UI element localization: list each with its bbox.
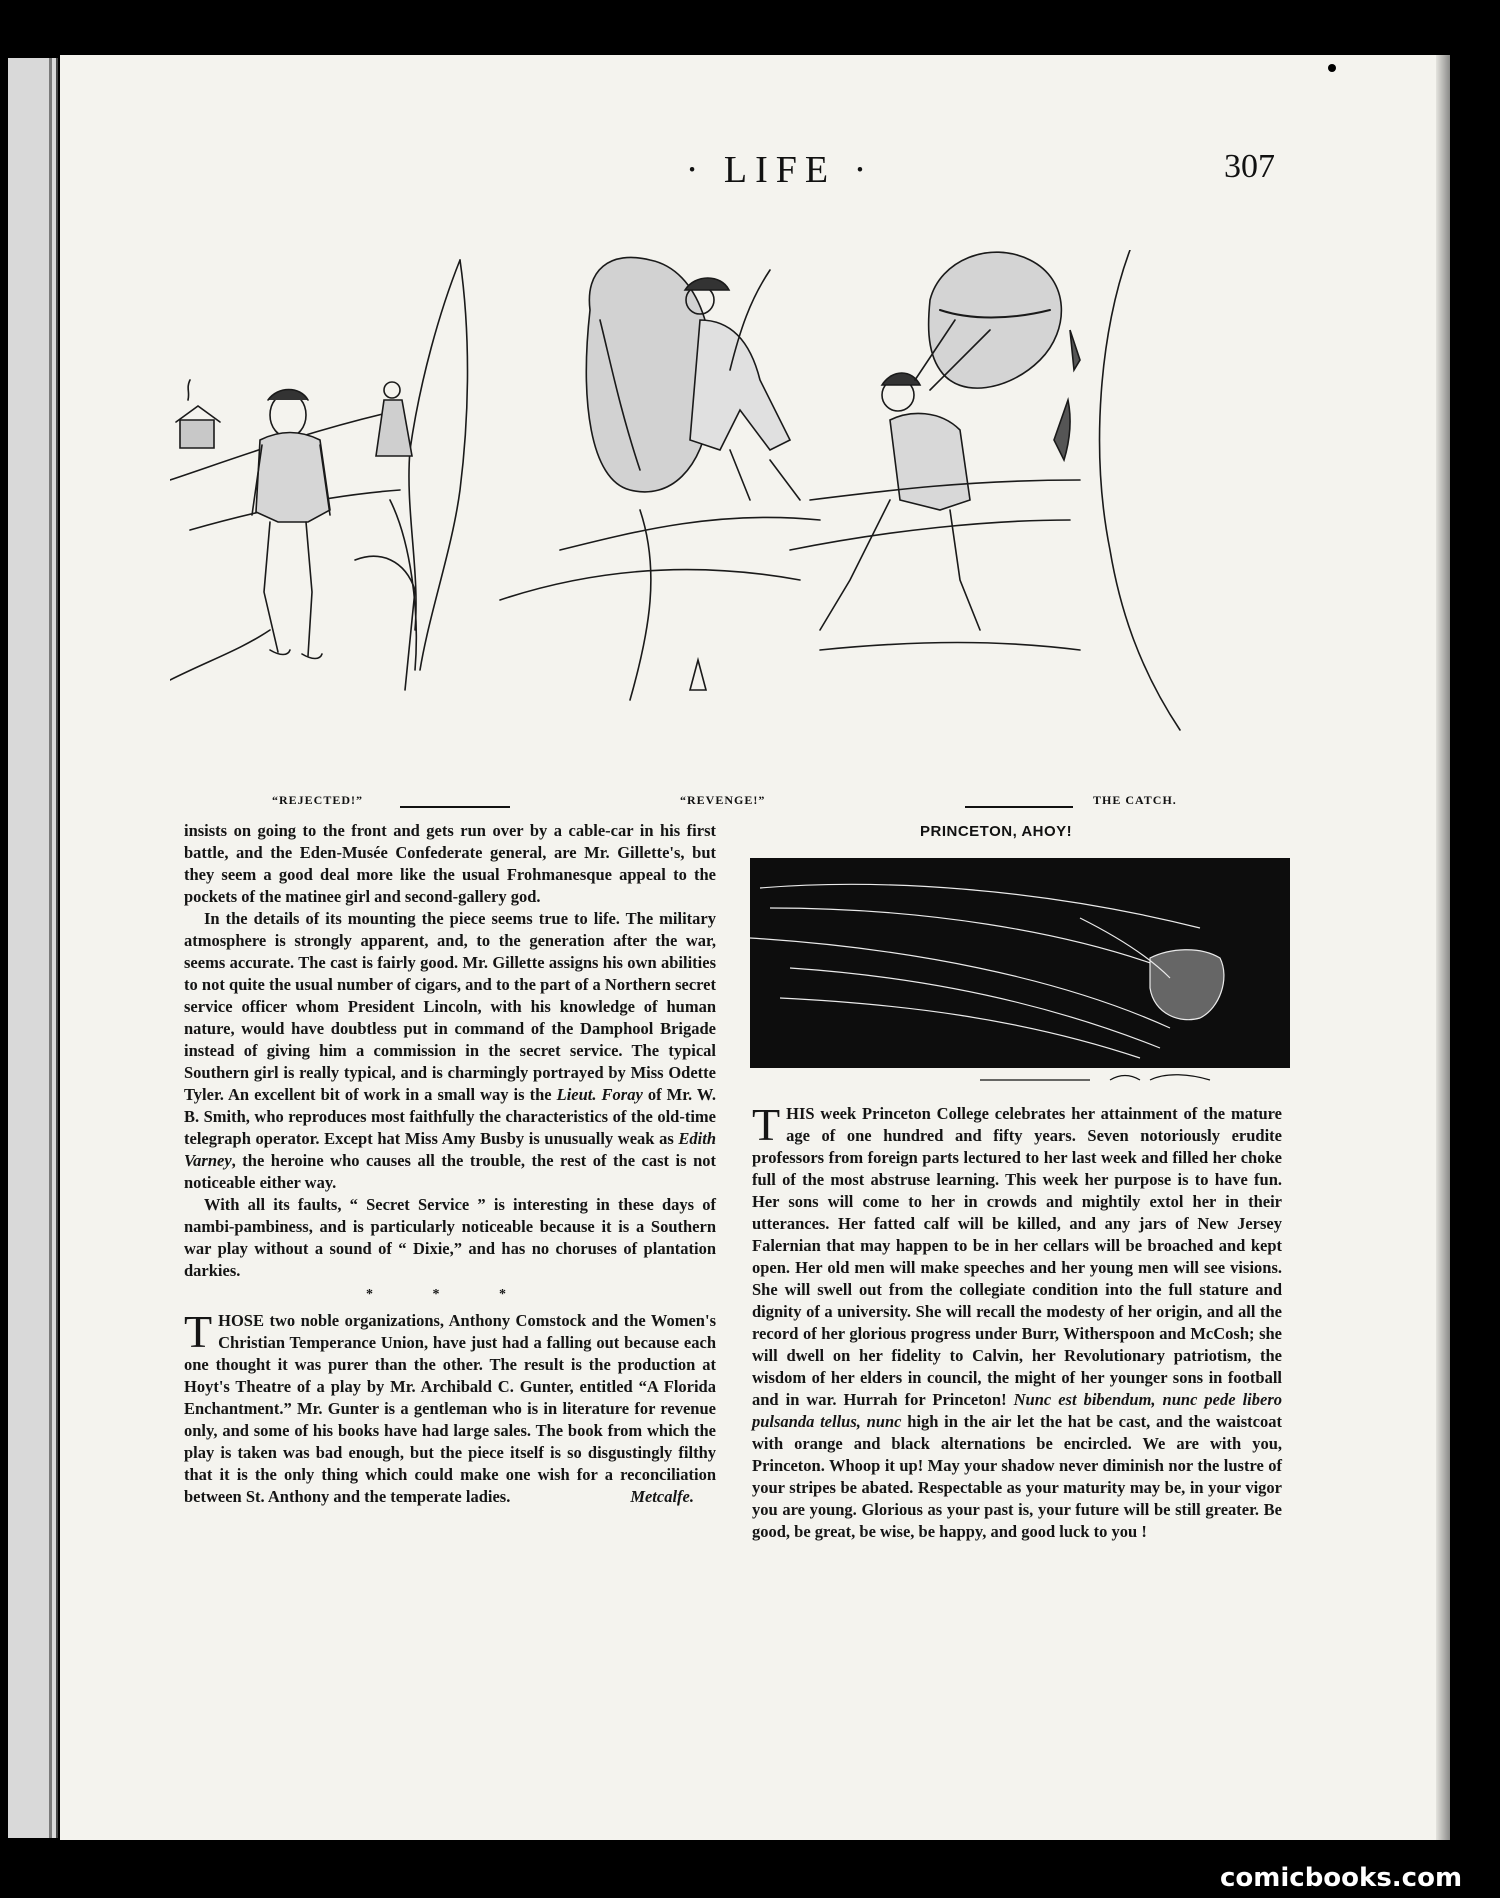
facing-page-edge [8, 58, 58, 1838]
section-divider: * * * [366, 1287, 534, 1302]
caption-rule [965, 806, 1073, 808]
caption-catch: THE CATCH. [1093, 793, 1177, 807]
page-speck [1328, 64, 1336, 72]
cartoon-triptych [170, 250, 1250, 790]
revenge-panel [500, 257, 820, 700]
caption-rule [400, 806, 510, 808]
section-title: PRINCETON, AHOY! [920, 823, 1073, 840]
site-watermark: comicbooks.com [1220, 1863, 1463, 1893]
night-sky-illustration [750, 858, 1290, 1090]
paragraph: With all its faults, “ Secret Service ” is interesting in these days of nambi-pambiness, and is particularly noticeable because it is a Southern war play without a sound of “ Dixie,” and has no choruses of plantation darkies. [184, 1195, 716, 1280]
right-column-text [752, 1099, 1282, 1543]
caption-revenge: “REVENGE!” [680, 793, 766, 807]
page-number: 307 [1224, 148, 1275, 185]
paragraph: insists on going to the front and gets run over by a cable-car in his first battle, and the Eden-Musée Confederate general, are Mr. Gillette's, but they seem a good deal more like the usual Frohmanesque appeal to the pockets of the matinee girl and second-gallery god. [184, 821, 716, 906]
drop-cap: T [752, 1099, 781, 1150]
drop-cap: T [184, 1306, 213, 1357]
paragraph: THOSE two noble organizations, Anthony Comstock and the Women's Christian Temperance Union, have just had a falling out because each one thought it was purer than the other. The result is the production at Hoyt's Theatre of a play by Mr. Archibald C. Gunter, entitled “A Florida Enchantment.” Mr. Gunter is a gentleman who is in literature for revenue only, and some of his books have had large sales. The book from which the play is taken was bad enough, but the piece itself is so disgustingly filthy that it is the only thing which could make one wish for a reconciliation between St. Anthony and the temperate ladies. Metcalfe. [184, 1306, 716, 1506]
rejected-panel [170, 260, 468, 690]
paragraph: THIS week Princeton College celebrates her attainment of the mature age of one hundred and fifty years. Seven notoriously erudite professors from foreign parts lectured to her last week and filled her choke full of the most abstruse learning. This week her purpose is to have fun. Her sons will come to her in crowds and mightily extol her in their utterances. Her fatted calf will be killed, and any jars of New Jersey Falernian that may happen to be in her cellars will be broached and kept open. Her old men will make speeches and her young men will see visions. She will swell out from the collegiate condition into the full stature and dignity of a university. She will recall the modesty of her origin, and all the record of her glorious progress under Burr, Witherspoon and McCosh; she will dwell on her fidelity to Calvin, her Revolutionary patriotism, the wisdom of her elders in council, the might of her younger sons in football and in war. Hurrah for Princeton! Nunc est bibendum, nunc pede libero pulsanda tellus, nunc high in the air let the hat be cast, and the waistcoat with orange and black alternations be encircled. We are with you, Princeton. Whoop it up! May your shadow never diminish nor the lustre of your stripes be abated. Respectable as your maturity may be, in your vigor you are young. Glorious as your past is, your future will be still greater. Be good, be great, be wise, be happy, and good luck to you ! [752, 1099, 1282, 1541]
left-column-text [184, 820, 716, 1508]
caption-rejected: “REJECTED!” [272, 793, 364, 807]
magazine-title: · LIFE · [685, 149, 875, 191]
paragraph: In the details of its mounting the piece seems true to life. The military atmosphere is strongly apparent, and, to the generation after the war, seems accurate. The cast is fairly good. Mr. Gillette assigns his own abilities to not quite the usual number of cigars, and to the part of a Northern secret service officer whom President Lincoln, with his knowledge of human nature, would have doubtless put in command of the Damphool Brigade instead of giving him a commission in the secret service. The typical Southern girl is really typical, and is charmingly portrayed by Miss Odette Tyler. An excellent bit of work in a small way is the Lieut. Foray of Mr. W. B. Smith, who reproduces most faithfully the characteristics of the old-time telegraph operator. Except hat Miss Amy Busby is unusually weak as Edith Varney, the heroine who causes all the trouble, the rest of the cast is not noticeable either way. [184, 909, 716, 1192]
author-signature: Metcalfe. [630, 1487, 694, 1506]
catch-panel [790, 250, 1180, 730]
